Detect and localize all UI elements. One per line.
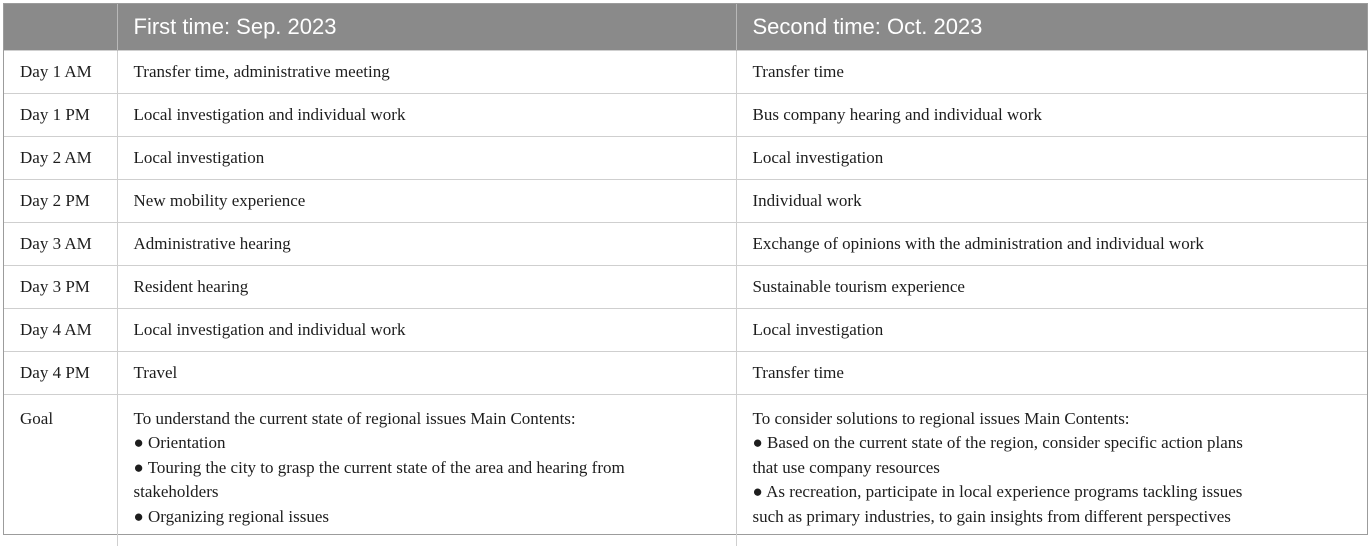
row-label: Day 1 AM [4,50,117,93]
table-row [4,179,1367,222]
second-time-cell: Individual work [736,179,1367,222]
goal-first-line: ● Orientation [133,433,226,452]
goal-first-line: To understand the current state of regional issues Main Contents: [133,408,576,428]
second-time-cell: Sustainable tourism experience [736,265,1367,308]
header-first-time: First time: Sep. 2023 [117,4,736,50]
goal-second-line: ● Based on the current state of the region, consider specific action plans [752,433,1243,452]
table-row [4,351,1367,394]
goal-row [4,394,1367,546]
schedule-table-frame [3,3,1368,535]
second-time-cell: Transfer time [736,50,1367,93]
goal-second-line: ● As recreation, participate in local experience programs tackling issues [752,482,1243,501]
first-time-cell: Travel [117,351,736,394]
first-time-cell: Resident hearing [117,265,736,308]
row-label: Day 1 PM [4,93,117,136]
row-label: Day 3 PM [4,265,117,308]
table-row [4,136,1367,179]
second-time-cell: Local investigation [736,308,1367,351]
row-label: Day 3 AM [4,222,117,265]
first-time-cell: Administrative hearing [117,222,736,265]
header-empty-cell [4,4,117,50]
second-time-cell: Transfer time [736,351,1367,394]
header-second-time: Second time: Oct. 2023 [752,13,983,39]
goal-second-line: To consider solutions to regional issues Main Contents: [752,408,1130,428]
first-time-cell: Transfer time, administrative meeting [117,50,736,93]
second-time-cell: Local investigation [736,136,1367,179]
first-time-cell: Local investigation and individual work [117,308,736,351]
row-label: Day 4 AM [4,308,117,351]
table-row [4,265,1367,308]
goal-second-time-cell [736,394,1367,546]
row-label: Day 2 PM [4,179,117,222]
goal-second-line: that use company resources [752,457,940,477]
row-label: Day 2 AM [4,136,117,179]
goal-second-line: such as primary industries, to gain insights from different perspectives [752,506,1231,526]
header-row [4,4,1367,50]
goal-first-line: stakeholders [133,482,219,501]
row-label: Day 4 PM [4,351,117,394]
first-time-cell: Local investigation [117,136,736,179]
goal-first-line: ● Touring the city to grasp the current state of the area and hearing from [133,457,625,477]
goal-label: Goal [4,394,117,546]
second-time-cell: Bus company hearing and individual work [736,93,1367,136]
table-row [4,50,1367,93]
table-row [4,308,1367,351]
first-time-cell: New mobility experience [117,179,736,222]
goal-first-line: ● Organizing regional issues [133,506,329,526]
first-time-cell: Local investigation and individual work [117,93,736,136]
table-row [4,93,1367,136]
second-time-cell: Exchange of opinions with the administration and individual work [736,222,1367,265]
goal-first-time-cell [117,394,736,546]
table-row [4,222,1367,265]
schedule-table [4,4,1367,546]
